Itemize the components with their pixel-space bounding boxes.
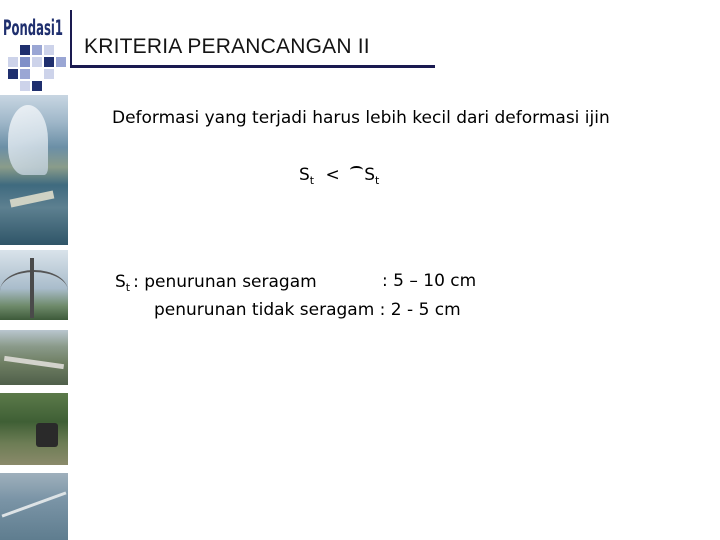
inequality-operator: < xyxy=(325,165,340,185)
waterfall-photo xyxy=(0,95,68,245)
title-vertical-rule xyxy=(70,10,72,67)
train-photo xyxy=(0,393,68,465)
criteria-statement: Deformasi yang terjadi harus lebih kecil dari deformasi ijin xyxy=(112,108,610,128)
definition-line xyxy=(115,272,317,294)
actual-settlement-symbol: St xyxy=(299,165,315,187)
uniform-settlement-label: : penurunan seragam xyxy=(133,272,317,292)
title-underline xyxy=(70,65,435,68)
settlement-inequality xyxy=(299,165,379,187)
photo-strip xyxy=(0,95,68,540)
long-bridge-photo xyxy=(0,473,68,540)
airport-photo xyxy=(0,330,68,385)
logo-text: Pondasi1 xyxy=(3,16,63,40)
allowable-symbol: St xyxy=(115,272,131,294)
slide-title: KRITERIA PERANCANGAN II xyxy=(84,35,370,58)
nonuniform-settlement-line: penurunan tidak seragam : 2 - 5 cm xyxy=(154,300,461,320)
bridge-photo xyxy=(0,250,68,320)
pondasi-logo xyxy=(2,8,66,48)
allowable-settlement-symbol: St xyxy=(351,165,379,187)
uniform-settlement-value: : 5 – 10 cm xyxy=(382,271,477,291)
